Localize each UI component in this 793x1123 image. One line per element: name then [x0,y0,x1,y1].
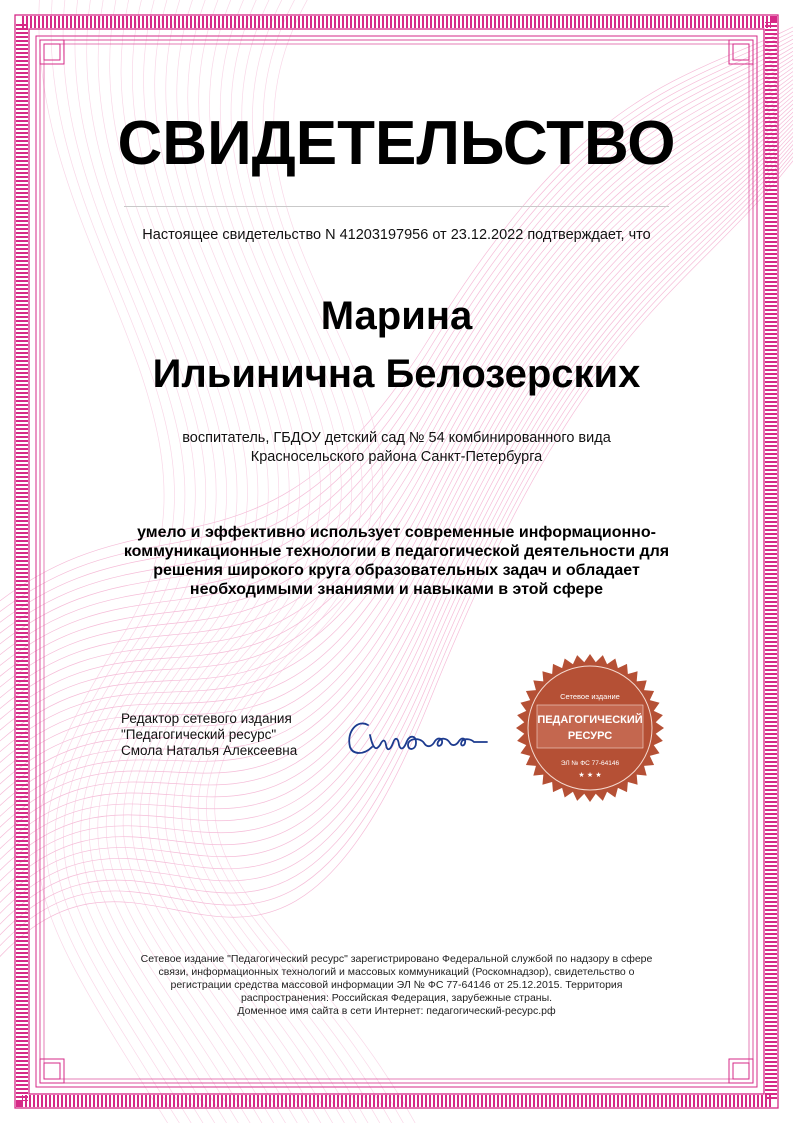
editor-role: Редактор сетевого издания [121,711,292,726]
certificate-title: СВИДЕТЕЛЬСТВО [117,109,676,178]
registration-footer [118,953,675,1018]
seal-stars: ★ ★ ★ [578,771,602,779]
editor-publication: "Педагогический ресурс" [121,727,277,742]
footer-line-5: Доменное имя сайта в сети Интернет: педагогический-ресурс.рф [237,1005,556,1017]
seal-registration-text: ЭЛ № ФС 77-64146 [560,760,620,767]
recipient-patronymic-surname: Ильинична Белозерских [152,352,641,396]
certificate-intro: Настоящее свидетельство N 41203197956 от 23.12.2022 подтверждает, что [142,227,651,243]
seal-top-text: Сетевое издание [560,692,620,701]
certificate-statement: умело и эффективно использует современные информационно-коммуникационные технологии в педагогической деятельности для решения широкого круга образовательных задач и обладает необходимыми знаниями и навыками в этой сфере [123,524,670,598]
footer-line-3: регистрации средства массовой информации ЭЛ № ФС 77-64146 от 25.12.2015. Территория [170,979,623,991]
recipient-position [110,429,683,467]
footer-line-4: распространения: Российская Федерация, зарубежные страны. [240,992,553,1004]
editor-block [121,711,341,759]
editor-name: Смола Наталья Алексеевна [121,743,298,758]
seal-title-line-1: ПЕДАГОГИЧЕСКИЙ [537,714,643,726]
footer-line-1: Сетевое издание "Педагогический ресурс" зарегистрировано Федеральной службой по надзору в сфере [140,953,653,965]
position-line-2: Красносельского района Санкт-Петербурга [250,449,543,465]
position-line-1: воспитатель, ГБДОУ детский сад № 54 комбинированного вида [182,430,611,446]
editor-signature [340,705,490,765]
title-divider [124,206,669,207]
seal-title-line-2: РЕСУРС [567,730,613,742]
publication-seal [515,653,665,803]
footer-line-2: связи, информационных технологий и массовых коммуникаций (Роскомнадзор), свидетельство о [158,966,635,978]
recipient-first-name: Марина [320,294,473,338]
